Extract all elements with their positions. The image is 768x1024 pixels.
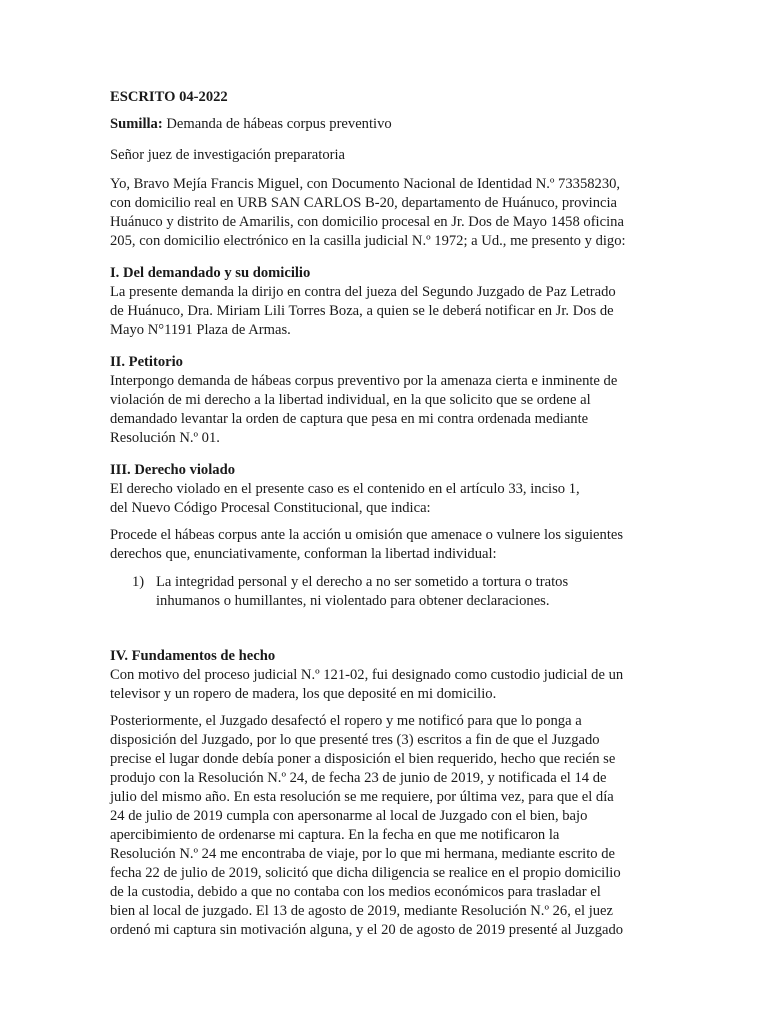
section-heading: II. Petitorio [110,354,183,370]
section-fundamentos [110,647,658,704]
section-line: Resolución N.º 01. [110,430,220,446]
list-number: 1) [132,574,145,590]
section-line: violación de mi derecho a la libertad individual, en la que solicito que se ordene al [110,392,591,408]
paragraph-line: Resolución N.º 24 me encontraba de viaje, por lo que mi hermana, mediante escrito de [110,846,616,862]
paragraph-line: precise el lugar donde debía poner a disposición el bien requerido, hecho que recién se [110,751,616,767]
rights-list [110,573,658,611]
section-derecho-violado [110,461,658,518]
intro-line: Yo, Bravo Mejía Francis Miguel, con Documento Nacional de Identidad N.º 73358230, [110,176,621,192]
section-heading: III. Derecho violado [110,462,235,478]
section-heading: I. Del demandado y su domicilio [110,265,311,281]
intro-line: 205, con domicilio electrónico en la casilla judicial N.º 1972; a Ud., me presento y digo: [110,233,626,249]
quote-line: derechos que, enunciativamente, conforman la libertad individual: [110,546,497,562]
section-line: del Nuevo Código Procesal Constitucional, que indica: [110,500,431,516]
section-line: demandado levantar la orden de captura que pesa en mi contra ordenada mediante [110,411,589,427]
document-title: ESCRITO 04-2022 [110,89,228,105]
intro-line: con domicilio real en URB SAN CARLOS B-20, departamento de Huánuco, provincia [110,195,618,211]
paragraph-line: fecha 22 de julio de 2019, solicitó que dicha diligencia se realice en el propio domicilio [110,865,621,881]
fundamentos-paragraph [110,712,658,940]
intro-paragraph [110,175,658,251]
section-line: La presente demanda la dirijo en contra del jueza del Segundo Juzgado de Paz Letrado [110,284,616,300]
section-line: de Huánuco, Dra. Miriam Lili Torres Boza, a quien se le deberá notificar en Jr. Dos de [110,303,614,319]
paragraph-line: bien al local de juzgado. El 13 de agosto de 2019, mediante Resolución N.º 26, el juez [110,903,614,919]
addressee: Señor juez de investigación preparatoria [110,147,346,163]
paragraph-line: Posteriormente, el Juzgado desafectó el ropero y me notificó para que lo ponga a [110,713,582,729]
section-line: Mayo N°1191 Plaza de Armas. [110,322,291,338]
section-petitorio [110,353,658,448]
sumilla-label: Sumilla: [110,116,163,132]
paragraph-line: apercibimiento de ordenarse mi captura. En la fecha en que me notificaron la [110,827,560,843]
section-line: Con motivo del proceso judicial N.º 121-02, fui designado como custodio judicial de un [110,667,624,683]
list-line: inhumanos o humillantes, ni violentado para obtener declaraciones. [156,593,550,609]
section-heading: IV. Fundamentos de hecho [110,648,276,664]
intro-line: Huánuco y distrito de Amarilis, con domicilio procesal en Jr. Dos de Mayo 1458 oficina [110,214,624,230]
section-demandado [110,264,658,340]
section-line: El derecho violado en el presente caso es el contenido en el artículo 33, inciso 1, [110,481,580,497]
sumilla-line [110,115,658,134]
list-line: La integridad personal y el derecho a no ser sometido a tortura o tratos [156,574,569,590]
paragraph-line: 24 de julio de 2019 cumpla con apersonarme al local de Juzgado con el bien, bajo [110,808,588,824]
document-page [110,88,658,940]
quoted-article [110,526,658,564]
paragraph-line: produjo con la Resolución N.º 24, de fecha 23 de junio de 2019, y notificada el 14 de [110,770,607,786]
sumilla-text: Demanda de hábeas corpus preventivo [166,116,392,132]
section-line: Interpongo demanda de hábeas corpus preventivo por la amenaza cierta e inminente de [110,373,618,389]
paragraph-line: de la custodia, debido a que no contaba con los medios económicos para trasladar el [110,884,601,900]
quote-line: Procede el hábeas corpus ante la acción u omisión que amenace o vulnere los siguientes [110,527,624,543]
paragraph-line: disposición del Juzgado, por lo que presenté tres (3) escritos a fin de que el Juzgado [110,732,600,748]
paragraph-line: julio del mismo año. En esta resolución se me requiere, por última vez, para que el día [110,789,614,805]
list-item [110,573,658,611]
paragraph-line: ordenó mi captura sin motivación alguna, y el 20 de agosto de 2019 presenté al Juzgado [110,922,624,938]
section-line: televisor y un ropero de madera, los que deposité en mi domicilio. [110,686,497,702]
